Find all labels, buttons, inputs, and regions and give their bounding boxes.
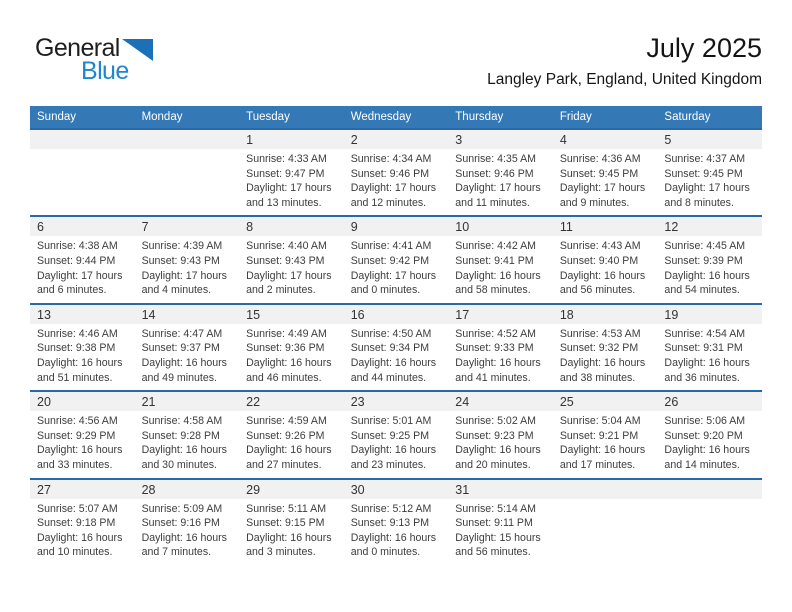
sunrise-text: Sunrise: 5:06 AM <box>664 415 746 428</box>
day-number-band <box>448 392 553 411</box>
day-number: 18 <box>559 307 574 322</box>
daylight-text-line1: Daylight: 17 hours <box>455 182 541 195</box>
sunset-text: Sunset: 9:33 PM <box>455 342 534 355</box>
day-details <box>553 149 658 215</box>
daylight-text-line2: and 20 minutes. <box>455 458 531 471</box>
sunrise-text: Sunrise: 4:40 AM <box>246 240 327 253</box>
daylight-text-line2: and 44 minutes. <box>350 371 427 384</box>
calendar-day-cell <box>344 480 449 565</box>
daylight-text-line1: Daylight: 16 hours <box>664 444 750 457</box>
day-details <box>135 499 240 565</box>
weekday-header-cell: Tuesday <box>246 111 290 123</box>
daylight-text-line1: Daylight: 16 hours <box>246 444 332 457</box>
sunset-text: Sunset: 9:26 PM <box>246 429 325 442</box>
daylight-text-line1: Daylight: 16 hours <box>455 356 541 369</box>
sunset-text: Sunset: 9:42 PM <box>350 254 430 267</box>
sunrise-text: Sunrise: 5:02 AM <box>455 415 536 428</box>
day-number-band <box>553 217 658 236</box>
weekday-header-cell: Sunday <box>37 111 77 123</box>
day-number-band <box>30 480 135 499</box>
daylight-text-line1: Daylight: 16 hours <box>455 444 541 457</box>
sunrise-text: Sunrise: 4:41 AM <box>350 240 432 253</box>
day-number-band <box>135 480 240 499</box>
sunrise-text: Sunrise: 4:45 AM <box>664 240 746 253</box>
day-details <box>239 411 344 477</box>
day-details <box>30 411 135 477</box>
day-details <box>448 149 553 215</box>
day-number-band <box>344 130 449 149</box>
day-number: 24 <box>455 395 470 410</box>
calendar-week-row <box>30 478 762 565</box>
calendar-day-cell <box>657 392 762 477</box>
day-number: 2 <box>350 133 358 147</box>
calendar-week-row <box>30 215 762 302</box>
day-details <box>657 324 762 390</box>
day-details <box>344 499 449 565</box>
daylight-text-line1: Daylight: 16 hours <box>559 444 646 457</box>
day-details <box>553 324 658 390</box>
day-number-band <box>30 130 135 149</box>
calendar-day-cell <box>30 217 135 302</box>
day-details <box>448 236 553 302</box>
calendar-week-row <box>30 390 762 477</box>
sunset-text: Sunset: 9:47 PM <box>246 167 325 180</box>
daylight-text-line2: and 12 minutes. <box>350 196 427 209</box>
calendar-day-cell <box>448 392 553 477</box>
daylight-text-line1: Daylight: 16 hours <box>37 531 123 544</box>
day-number: 4 <box>559 133 567 147</box>
calendar-week-row <box>30 128 762 215</box>
day-details <box>344 411 449 477</box>
daylight-text-line2: and 7 minutes. <box>141 546 212 559</box>
day-number: 8 <box>246 220 254 235</box>
daylight-text-line1: Daylight: 16 hours <box>350 356 437 369</box>
logo-general-text: General <box>35 34 120 62</box>
calendar-day-cell <box>239 305 344 390</box>
calendar-day-cell <box>553 217 658 302</box>
calendar-day-cell <box>657 130 762 215</box>
day-number-band <box>135 130 240 149</box>
sunset-text: Sunset: 9:46 PM <box>455 167 534 180</box>
day-number: 12 <box>664 220 679 235</box>
day-details <box>657 411 762 477</box>
day-number: 5 <box>664 133 672 147</box>
day-number: 14 <box>141 307 156 322</box>
empty-day-cell <box>553 480 658 565</box>
sunset-text: Sunset: 9:45 PM <box>559 167 639 180</box>
day-number-band <box>30 392 135 411</box>
sunrise-text: Sunrise: 4:47 AM <box>141 327 223 340</box>
daylight-text-line2: and 56 minutes. <box>559 284 636 297</box>
daylight-text-line1: Daylight: 16 hours <box>664 356 750 369</box>
day-number-band <box>344 217 449 236</box>
day-number: 10 <box>455 220 470 235</box>
daylight-text-line2: and 58 minutes. <box>455 284 531 297</box>
day-number-band <box>239 480 344 499</box>
day-details <box>30 499 135 565</box>
day-number-band <box>553 130 658 149</box>
sunset-text: Sunset: 9:25 PM <box>350 429 430 442</box>
empty-day-cell <box>135 130 240 215</box>
calendar-day-cell <box>657 305 762 390</box>
sunset-text: Sunset: 9:31 PM <box>664 342 743 355</box>
day-number: 15 <box>246 307 261 322</box>
daylight-text-line2: and 30 minutes. <box>141 458 217 471</box>
day-number: 27 <box>37 482 51 497</box>
sunset-text: Sunset: 9:32 PM <box>559 342 639 355</box>
calendar-day-cell <box>448 130 553 215</box>
sunset-text: Sunset: 9:46 PM <box>350 167 430 180</box>
day-number: 13 <box>37 307 51 322</box>
day-number: 20 <box>37 395 51 410</box>
daylight-text-line2: and 36 minutes. <box>664 371 740 384</box>
daylight-text-line2: and 17 minutes. <box>559 458 636 471</box>
sunset-text: Sunset: 9:43 PM <box>141 254 220 267</box>
daylight-text-line2: and 14 minutes. <box>664 458 740 471</box>
logo-blue-text: Blue <box>81 57 129 85</box>
day-details <box>657 149 762 215</box>
daylight-text-line2: and 46 minutes. <box>246 371 322 384</box>
daylight-text-line2: and 10 minutes. <box>37 546 113 559</box>
empty-day-cell <box>30 130 135 215</box>
calendar-day-cell <box>344 305 449 390</box>
sunset-text: Sunset: 9:45 PM <box>664 167 743 180</box>
calendar-day-cell <box>135 480 240 565</box>
day-number-band <box>239 392 344 411</box>
calendar-table <box>30 106 762 565</box>
calendar-day-cell <box>344 217 449 302</box>
sunrise-text: Sunrise: 5:04 AM <box>559 415 641 428</box>
daylight-text-line1: Daylight: 16 hours <box>37 444 123 457</box>
sunrise-text: Sunrise: 5:12 AM <box>350 502 432 515</box>
page-subtitle: Langley Park, England, United Kingdom <box>487 71 762 88</box>
day-number: 23 <box>350 395 365 410</box>
sunrise-text: Sunrise: 4:59 AM <box>246 415 327 428</box>
sunrise-text: Sunrise: 4:54 AM <box>664 327 746 340</box>
day-details <box>448 411 553 477</box>
weekday-header-row <box>30 106 762 128</box>
day-number: 7 <box>141 220 149 235</box>
weekday-header-cell: Monday <box>141 111 183 123</box>
daylight-text-line2: and 56 minutes. <box>455 546 531 559</box>
sunrise-text: Sunrise: 4:34 AM <box>350 153 432 165</box>
day-details <box>239 324 344 390</box>
daylight-text-line1: Daylight: 16 hours <box>141 444 227 457</box>
general-blue-logo <box>35 34 153 85</box>
calendar-day-cell <box>344 130 449 215</box>
sunset-text: Sunset: 9:28 PM <box>141 429 220 442</box>
calendar-day-cell <box>135 217 240 302</box>
day-number: 16 <box>350 307 365 322</box>
sunrise-text: Sunrise: 4:33 AM <box>246 153 327 165</box>
sunrise-text: Sunrise: 4:50 AM <box>350 327 432 340</box>
sunrise-text: Sunrise: 4:38 AM <box>37 240 118 253</box>
day-number-band <box>30 305 135 324</box>
sunset-text: Sunset: 9:16 PM <box>141 517 220 530</box>
sunrise-text: Sunrise: 4:35 AM <box>455 153 536 165</box>
daylight-text-line1: Daylight: 15 hours <box>455 531 541 544</box>
daylight-text-line1: Daylight: 16 hours <box>350 531 437 544</box>
day-number-band <box>657 305 762 324</box>
calendar-day-cell <box>553 305 658 390</box>
daylight-text-line2: and 38 minutes. <box>559 371 636 384</box>
daylight-text-line1: Daylight: 17 hours <box>246 182 332 195</box>
daylight-text-line1: Daylight: 16 hours <box>246 531 332 544</box>
sunrise-text: Sunrise: 4:43 AM <box>559 240 641 253</box>
daylight-text-line2: and 51 minutes. <box>37 371 113 384</box>
daylight-text-line1: Daylight: 16 hours <box>350 444 437 457</box>
sunset-text: Sunset: 9:40 PM <box>559 254 639 267</box>
day-details <box>344 149 449 215</box>
day-number-band <box>239 305 344 324</box>
day-number-band <box>553 392 658 411</box>
sunrise-text: Sunrise: 4:53 AM <box>559 327 641 340</box>
daylight-text-line1: Daylight: 16 hours <box>664 269 750 282</box>
calendar-day-cell <box>448 217 553 302</box>
day-number-band <box>344 480 449 499</box>
day-number-band <box>448 130 553 149</box>
sunset-text: Sunset: 9:13 PM <box>350 517 430 530</box>
calendar-day-cell <box>448 305 553 390</box>
sunset-text: Sunset: 9:21 PM <box>559 429 639 442</box>
daylight-text-line2: and 2 minutes. <box>246 284 316 297</box>
day-number-band <box>448 305 553 324</box>
calendar-day-cell <box>135 392 240 477</box>
daylight-text-line1: Daylight: 16 hours <box>455 269 541 282</box>
day-details <box>553 236 658 302</box>
day-details <box>344 236 449 302</box>
day-details <box>344 324 449 390</box>
daylight-text-line2: and 27 minutes. <box>246 458 322 471</box>
day-number-band <box>344 392 449 411</box>
day-number-band <box>553 305 658 324</box>
sunrise-text: Sunrise: 5:09 AM <box>141 502 223 515</box>
calendar-day-cell <box>657 217 762 302</box>
sunrise-text: Sunrise: 4:37 AM <box>664 153 746 165</box>
daylight-text-line1: Daylight: 17 hours <box>141 269 227 282</box>
daylight-text-line2: and 9 minutes. <box>559 196 630 209</box>
daylight-text-line2: and 49 minutes. <box>141 371 217 384</box>
daylight-text-line2: and 33 minutes. <box>37 458 113 471</box>
calendar-day-cell <box>30 305 135 390</box>
sunset-text: Sunset: 9:23 PM <box>455 429 534 442</box>
calendar-day-cell <box>344 392 449 477</box>
sunrise-text: Sunrise: 4:42 AM <box>455 240 536 253</box>
sunrise-text: Sunrise: 4:52 AM <box>455 327 536 340</box>
day-number-band <box>657 130 762 149</box>
daylight-text-line2: and 11 minutes. <box>455 196 530 209</box>
day-number: 6 <box>37 220 44 235</box>
day-number: 17 <box>455 307 470 322</box>
calendar-day-cell <box>239 217 344 302</box>
sunset-text: Sunset: 9:38 PM <box>37 342 116 355</box>
weekday-header-cell: Thursday <box>455 111 504 123</box>
day-number-band <box>239 217 344 236</box>
daylight-text-line2: and 41 minutes. <box>455 371 531 384</box>
day-number: 22 <box>246 395 261 410</box>
sunset-text: Sunset: 9:39 PM <box>664 254 743 267</box>
sunrise-text: Sunrise: 5:07 AM <box>37 502 118 515</box>
day-number-band <box>553 480 658 499</box>
sunset-text: Sunset: 9:36 PM <box>246 342 325 355</box>
day-details <box>135 324 240 390</box>
sunset-text: Sunset: 9:34 PM <box>350 342 430 355</box>
weekday-header-cell: Wednesday <box>350 111 412 123</box>
daylight-text-line2: and 0 minutes. <box>350 284 421 297</box>
day-details <box>135 411 240 477</box>
day-number-band <box>135 217 240 236</box>
day-details <box>239 236 344 302</box>
day-number: 31 <box>455 482 470 497</box>
day-number: 29 <box>246 482 261 497</box>
sunset-text: Sunset: 9:37 PM <box>141 342 220 355</box>
day-number-band <box>344 305 449 324</box>
daylight-text-line1: Daylight: 16 hours <box>37 356 123 369</box>
calendar-week-row <box>30 303 762 390</box>
day-number: 1 <box>246 133 254 147</box>
day-number: 21 <box>141 395 156 410</box>
day-details <box>448 499 553 565</box>
sunrise-text: Sunrise: 5:14 AM <box>455 502 536 515</box>
day-details <box>30 236 135 302</box>
sunset-text: Sunset: 9:18 PM <box>37 517 116 530</box>
weekday-header-cell: Saturday <box>664 111 711 123</box>
calendar-day-cell <box>553 392 658 477</box>
daylight-text-line1: Daylight: 16 hours <box>141 531 227 544</box>
day-number: 26 <box>664 395 679 410</box>
sunset-text: Sunset: 9:20 PM <box>664 429 743 442</box>
daylight-text-line1: Daylight: 17 hours <box>350 269 437 282</box>
day-number-band <box>657 217 762 236</box>
daylight-text-line1: Daylight: 16 hours <box>141 356 227 369</box>
day-number: 25 <box>559 395 574 410</box>
sunrise-text: Sunrise: 4:39 AM <box>141 240 223 253</box>
sunset-text: Sunset: 9:43 PM <box>246 254 325 267</box>
calendar-day-cell <box>239 130 344 215</box>
day-number: 9 <box>350 220 358 235</box>
daylight-text-line2: and 6 minutes. <box>37 284 107 297</box>
sunrise-text: Sunrise: 5:01 AM <box>350 415 432 428</box>
calendar-day-cell <box>239 480 344 565</box>
page-title: July 2025 <box>646 33 762 63</box>
daylight-text-line2: and 0 minutes. <box>350 546 421 559</box>
daylight-text-line1: Daylight: 16 hours <box>559 356 646 369</box>
day-number-band <box>239 130 344 149</box>
daylight-text-line2: and 54 minutes. <box>664 284 740 297</box>
day-number-band <box>30 217 135 236</box>
day-number: 19 <box>664 307 679 322</box>
daylight-text-line1: Daylight: 17 hours <box>664 182 750 195</box>
day-details <box>448 324 553 390</box>
calendar-day-cell <box>135 305 240 390</box>
daylight-text-line2: and 23 minutes. <box>350 458 427 471</box>
day-details <box>30 324 135 390</box>
calendar-day-cell <box>239 392 344 477</box>
daylight-text-line2: and 13 minutes. <box>246 196 322 209</box>
day-details <box>135 236 240 302</box>
day-number: 3 <box>455 133 463 147</box>
calendar-day-cell <box>553 130 658 215</box>
weekday-header-cell: Friday <box>559 111 592 123</box>
sunrise-text: Sunrise: 4:46 AM <box>37 327 118 340</box>
daylight-text-line1: Daylight: 16 hours <box>559 269 646 282</box>
day-details <box>239 499 344 565</box>
empty-day-cell <box>657 480 762 565</box>
daylight-text-line2: and 8 minutes. <box>664 196 734 209</box>
calendar-day-cell <box>30 480 135 565</box>
daylight-text-line1: Daylight: 17 hours <box>350 182 437 195</box>
daylight-text-line1: Daylight: 17 hours <box>37 269 123 282</box>
sunrise-text: Sunrise: 4:36 AM <box>559 153 641 165</box>
sunrise-text: Sunrise: 4:58 AM <box>141 415 223 428</box>
sunset-text: Sunset: 9:11 PM <box>455 517 533 530</box>
header-title-block <box>487 33 762 89</box>
daylight-text-line2: and 3 minutes. <box>246 546 316 559</box>
day-number: 30 <box>350 482 365 497</box>
day-details <box>553 411 658 477</box>
day-details <box>657 236 762 302</box>
sunrise-text: Sunrise: 5:11 AM <box>246 502 327 515</box>
sunset-text: Sunset: 9:15 PM <box>246 517 325 530</box>
day-details <box>239 149 344 215</box>
day-number-band <box>448 480 553 499</box>
day-number-band <box>135 305 240 324</box>
daylight-text-line1: Daylight: 16 hours <box>246 356 332 369</box>
daylight-text-line1: Daylight: 17 hours <box>559 182 646 195</box>
day-number-band <box>448 217 553 236</box>
sunset-text: Sunset: 9:44 PM <box>37 254 116 267</box>
sunset-text: Sunset: 9:29 PM <box>37 429 116 442</box>
calendar-day-cell <box>30 392 135 477</box>
day-number-band <box>657 480 762 499</box>
day-number-band <box>657 392 762 411</box>
day-number: 11 <box>559 220 573 235</box>
day-number: 28 <box>141 482 156 497</box>
daylight-text-line1: Daylight: 17 hours <box>246 269 332 282</box>
sunrise-text: Sunrise: 4:49 AM <box>246 327 327 340</box>
daylight-text-line2: and 4 minutes. <box>141 284 212 297</box>
calendar-body <box>30 128 762 565</box>
sunset-text: Sunset: 9:41 PM <box>455 254 534 267</box>
calendar-day-cell <box>448 480 553 565</box>
sunrise-text: Sunrise: 4:56 AM <box>37 415 118 428</box>
day-number-band <box>135 392 240 411</box>
